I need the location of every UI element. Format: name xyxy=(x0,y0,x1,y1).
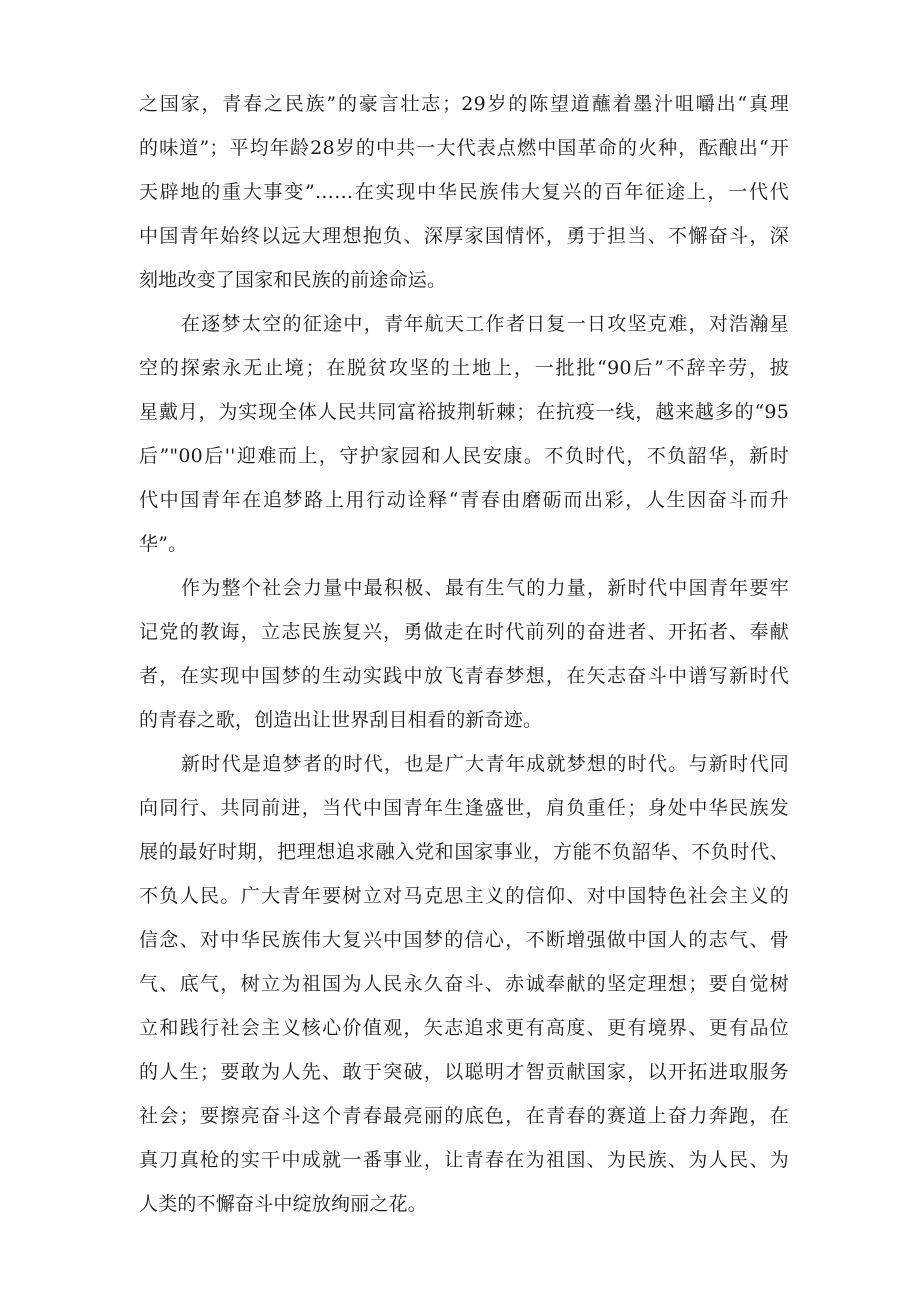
paragraph-1 xyxy=(139,82,789,302)
text-line: 新时代是追梦者的时代，也是广大青年成就梦想的时代。与新时代同 xyxy=(181,753,789,775)
paragraph-2 xyxy=(139,302,789,566)
text-line: 华”。 xyxy=(139,533,188,555)
text-line: 作为整个社会力量中最积极、最有生气的力量，新时代中国青年要牢 xyxy=(181,577,789,599)
text-line: 后”"00后''迎难而上，守护家园和人民安康。不负时代，不负韶华，新时 xyxy=(139,445,789,467)
text-line: 立和践行社会主义核心价值观，矢志追求更有高度、更有境界、更有品位 xyxy=(139,1017,789,1039)
text-line: 社会；要擦亮奋斗这个青春最亮丽的底色，在青春的赛道上奋力奔跑，在 xyxy=(139,1105,789,1127)
paragraph-4 xyxy=(139,742,789,1226)
text-line: 者，在实现中国梦的生动实践中放飞青春梦想，在矢志奋斗中谱写新时代 xyxy=(139,665,789,687)
text-line: 向同行、共同前进，当代中国青年生逢盛世，肩负重任；身处中华民族发 xyxy=(139,797,789,819)
text-line: 气、底气，树立为祖国为人民永久奋斗、赤诚奉献的坚定理想；要自觉树 xyxy=(139,973,789,995)
paragraph-3 xyxy=(139,566,789,742)
text-line: 的味道”；平均年龄28岁的中共一大代表点燃中国革命的火种，酝酿出“开 xyxy=(139,137,789,159)
text-line: 不负人民。广大青年要树立对马克思主义的信仰、对中国特色社会主义的 xyxy=(139,885,789,907)
text-line: 中国青年始终以远大理想抱负、深厚家国情怀，勇于担当、不懈奋斗，深 xyxy=(139,225,789,247)
text-line: 真刀真枪的实干中成就一番事业，让青春在为祖国、为民族、为人民、为 xyxy=(139,1149,789,1171)
text-line: 展的最好时期，把理想追求融入党和国家事业，方能不负韶华、不负时代、 xyxy=(139,841,789,863)
text-line: 之国家，青春之民族”的豪言壮志；29岁的陈望道蘸着墨汁咀嚼出“真理 xyxy=(139,93,789,115)
text-line: 天辟地的重大事变”……在实现中华民族伟大复兴的百年征途上，一代代 xyxy=(139,181,789,203)
text-line: 的青春之歌，创造出让世界刮目相看的新奇迹。 xyxy=(139,709,543,731)
text-line: 信念、对中华民族伟大复兴中国梦的信心，不断增强做中国人的志气、骨 xyxy=(139,929,789,951)
text-line: 星戴月，为实现全体人民共同富裕披荆斩棘；在抗疫一线，越来越多的“95 xyxy=(139,401,789,423)
text-line: 刻地改变了国家和民族的前途命运。 xyxy=(139,269,447,291)
text-line: 人类的不懈奋斗中绽放绚丽之花。 xyxy=(139,1193,428,1215)
document-body xyxy=(139,82,789,1226)
text-line: 代中国青年在追梦路上用行动诠释“青春由磨砺而出彩，人生因奋斗而升 xyxy=(139,489,789,511)
text-line: 的人生；要敢为人先、敢于突破，以聪明才智贡献国家，以开拓进取服务 xyxy=(139,1061,789,1083)
text-line: 空的探索永无止境；在脱贫攻坚的土地上，一批批“90后”不辞辛劳，披 xyxy=(139,357,789,379)
text-line: 记党的教诲，立志民族复兴，勇做走在时代前列的奋进者、开拓者、奉献 xyxy=(139,621,789,643)
text-line: 在逐梦太空的征途中，青年航天工作者日复一日攻坚克难，对浩瀚星 xyxy=(181,313,789,335)
